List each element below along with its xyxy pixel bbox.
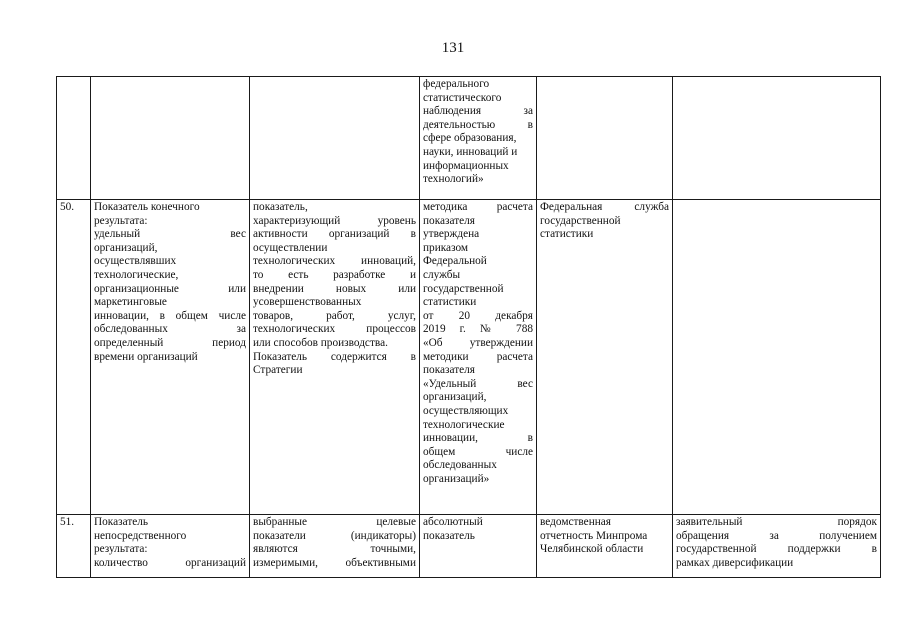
cell-text-line: методика расчета: [423, 201, 533, 213]
cell-text-line: утверждена: [423, 228, 480, 241]
cell-text-line: науки, инноваций и: [423, 145, 518, 158]
cell-text-line: приказом: [423, 241, 469, 254]
cell-description: [250, 200, 420, 515]
cell-name: [91, 200, 250, 515]
cell-text-line: организаций,: [423, 391, 487, 404]
cell-text-line: наблюдения за: [423, 105, 533, 118]
cell-source: [537, 77, 673, 200]
cell-text-line: осуществлявших: [94, 255, 177, 268]
cell-text-line: то есть разработке и: [253, 268, 416, 281]
cell-method: [420, 200, 537, 515]
cell-text-line: обращения за получением: [676, 529, 877, 542]
table-row-50: [57, 200, 881, 515]
cell-text-line: Челябинской области: [540, 543, 644, 556]
cell-text-line: маркетинговые: [94, 296, 167, 309]
cell-text-line: Показатель содержится в: [253, 350, 416, 363]
cell-text-line: технологических инноваций,: [253, 255, 416, 268]
cell-text-line: инновации, в общем числе: [94, 309, 246, 322]
cell-text-line: сфере образования,: [423, 132, 517, 145]
cell-text-line: характеризующий уровень: [253, 214, 416, 227]
cell-source: [537, 200, 673, 515]
cell-text-line: «Об утверждении: [423, 336, 533, 349]
cell-note: [673, 200, 881, 515]
cell-text-line: государственной: [540, 214, 621, 227]
cell-text-line: Показатель: [94, 516, 149, 528]
cell-text-line: товаров, работ, услуг,: [253, 309, 416, 322]
cell-method: [420, 77, 537, 200]
cell-text-line: измеримыми, объективными: [253, 556, 416, 569]
cell-text-line: осуществлении: [253, 241, 328, 254]
cell-note: [673, 515, 881, 578]
cell-text-line: организационные или: [94, 282, 246, 295]
cell-text-line: информационных: [423, 159, 509, 172]
cell-text-line: непосредственного: [94, 529, 187, 542]
cell-note: [673, 77, 881, 200]
cell-text-line: результата:: [94, 543, 148, 556]
indicator-table: [56, 76, 881, 578]
cell-text-line: технологические,: [94, 268, 179, 281]
cell-text-line: количество организаций: [94, 556, 246, 569]
cell-text-line: методики расчета: [423, 350, 533, 363]
cell-text-line: ведомственная: [540, 516, 611, 528]
cell-text-line: 2019 г. № 788: [423, 323, 533, 336]
cell-method: [420, 515, 537, 578]
cell-text-line: отчетность Минпрома: [540, 529, 648, 542]
cell-text-line: являются точными,: [253, 543, 416, 556]
cell-text-line: технологические: [423, 418, 505, 431]
cell-text-line: организаций,: [94, 241, 158, 254]
cell-name: [91, 77, 250, 200]
cell-text-line: общем числе: [423, 445, 533, 458]
cell-text-line: Федеральной: [423, 255, 487, 268]
cell-text-line: показатель,: [253, 201, 308, 213]
cell-text-line: технологических процессов: [253, 323, 416, 336]
cell-text-line: результата:: [94, 214, 148, 227]
cell-text-line: статистического: [423, 91, 502, 104]
cell-text-line: государственной: [423, 282, 504, 295]
cell-text-line: рамках диверсификации: [676, 556, 794, 569]
cell-text-line: показателя: [423, 214, 475, 227]
table-row-51: [57, 515, 881, 578]
cell-text-line: выбранные целевые: [253, 516, 416, 528]
cell-text-line: статистики: [423, 296, 477, 309]
cell-text-line: удельный вес: [94, 228, 246, 241]
cell-text-line: Стратегии: [253, 364, 303, 377]
cell-text-line: Федеральная служба: [540, 201, 669, 213]
cell-text-line: государственной поддержки в: [676, 543, 877, 556]
cell-text-line: усовершенствованных: [253, 296, 362, 309]
cell-text-line: статистики: [540, 228, 594, 241]
cell-text-line: технологий»: [423, 173, 484, 186]
cell-text-line: организаций»: [423, 472, 490, 485]
row-number: 51.: [57, 515, 91, 578]
cell-text-line: времени организаций: [94, 350, 198, 363]
cell-description: [250, 77, 420, 200]
page-number: 131: [441, 40, 465, 56]
cell-text-line: деятельностью в: [423, 118, 533, 131]
cell-num: [57, 77, 91, 200]
cell-text-line: от 20 декабря: [423, 309, 533, 322]
cell-text-line: активности организаций в: [253, 228, 416, 241]
cell-text-line: обследованных за: [94, 323, 246, 336]
cell-source: [537, 515, 673, 578]
cell-text-line: внедрении новых или: [253, 282, 416, 295]
cell-text-line: показатели (индикаторы): [253, 529, 416, 542]
cell-text-line: федерального: [423, 78, 490, 90]
table-row-continued: [57, 77, 881, 200]
cell-text-line: заявительный порядок: [676, 516, 877, 528]
cell-name: [91, 515, 250, 578]
cell-text-line: инновации, в: [423, 432, 533, 445]
cell-text-line: показатель: [423, 529, 475, 542]
cell-text-line: Показатель конечного: [94, 201, 200, 213]
cell-text-line: определенный период: [94, 336, 246, 349]
cell-text-line: службы: [423, 268, 461, 281]
row-number: 50.: [57, 200, 91, 515]
cell-text-line: показателя: [423, 364, 475, 377]
cell-text-line: осуществляющих: [423, 404, 509, 417]
cell-text-line: обследованных: [423, 459, 497, 472]
cell-text-line: абсолютный: [423, 516, 483, 528]
cell-text-line: или способов производства.: [253, 336, 388, 349]
cell-description: [250, 515, 420, 578]
cell-text-line: «Удельный вес: [423, 377, 533, 390]
